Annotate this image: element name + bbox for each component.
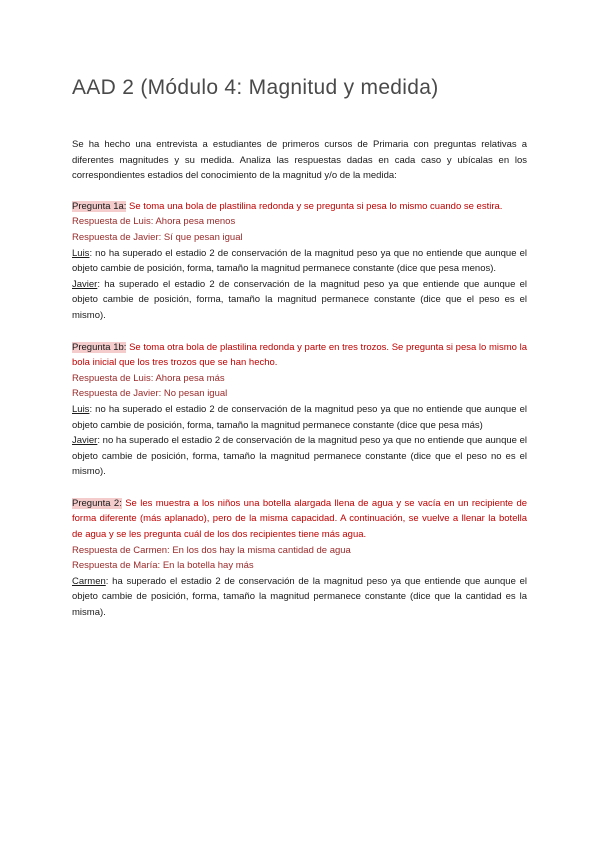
question-colon: : bbox=[123, 200, 127, 212]
student-name: Javier bbox=[72, 278, 98, 290]
answer-line: Respuesta de Carmen: En los dos hay la misma cantidad de agua bbox=[72, 544, 351, 556]
question-colon: : bbox=[123, 341, 127, 353]
analysis-paragraph bbox=[72, 574, 527, 621]
answer-line: Respuesta de María: En la botella hay más bbox=[72, 560, 254, 572]
question-text: Se toma una bola de plastilina redonda y se pregunta si pesa lo mismo cuando se estira. bbox=[126, 200, 503, 212]
document-title: AAD 2 (Módulo 4: Magnitud y medida) bbox=[72, 76, 439, 99]
question-text: Se les muestra a los niños una botella alargada llena de agua y se vacía en un recipiente de forma diferente (más aplanado), pero de la misma capacidad. A continuación, se vuelve a llenar la botella de agua y se les pregunta cuál de los dos recipientes tiene más agua. bbox=[72, 497, 528, 541]
answer-line: Respuesta de Javier: No pesan igual bbox=[72, 388, 228, 400]
answer-line: Respuesta de Luis: Ahora pesa menos bbox=[72, 216, 236, 228]
question-paragraph bbox=[72, 340, 527, 371]
section-spacer bbox=[72, 324, 527, 340]
analysis-text: : no ha superado el estadio 2 de conservación de la magnitud peso ya que no entiende que aunque el objeto cambie de posición, forma, tamaño la magnitud permanece constante (dice que pesa más) bbox=[72, 403, 527, 431]
section-pregunta-1a bbox=[72, 199, 527, 324]
question-label: Pregunta 2 bbox=[72, 497, 120, 509]
analysis-paragraph bbox=[72, 402, 527, 433]
analysis-text: : ha superado el estadio 2 de conservación de la magnitud peso ya que entiende que aunque el objeto cambie de posición, forma, tamaño la magnitud permanece constante (dice que la cantidad es la misma). bbox=[72, 575, 527, 619]
question-paragraph bbox=[72, 199, 527, 215]
question-colon: : bbox=[119, 497, 122, 509]
analysis-text: : no ha superado el estadio 2 de conservación de la magnitud peso ya que no entiende que aunque el objeto cambie de posición, forma, tamaño la magnitud permanece constante (dice que pesa menos). bbox=[72, 247, 527, 275]
section-spacer bbox=[72, 480, 527, 496]
student-name: Javier bbox=[72, 435, 98, 447]
question-label: Pregunta 1b bbox=[72, 341, 124, 353]
document-body bbox=[72, 137, 527, 621]
analysis-paragraph bbox=[72, 246, 527, 277]
analysis-paragraph bbox=[72, 277, 527, 324]
student-name: Carmen bbox=[72, 575, 106, 587]
student-name: Luis bbox=[72, 403, 90, 415]
analysis-text: : no ha superado el estadio 2 de conservación de la magnitud peso ya que no entiende que aunque el objeto cambie de posición, forma, tamaño la magnitud permanece constante (dice que el peso no es el mismo). bbox=[72, 435, 527, 478]
intro-paragraph: Se ha hecho una entrevista a estudiantes de primeros cursos de Primaria con preguntas relativas a diferentes magnitudes y su medida. Analiza las respuestas dadas en cada caso y ubícalas en los correspondientes estadios del conocimiento de la magnitud y/o de la medida: bbox=[72, 139, 527, 182]
section-pregunta-2 bbox=[72, 496, 527, 621]
answer-line: Respuesta de Luis: Ahora pesa más bbox=[72, 372, 225, 384]
analysis-paragraph bbox=[72, 433, 527, 480]
question-text: Se toma otra bola de plastilina redonda y parte en tres trozos. Se pregunta si pesa lo mismo la bola inicial que los tres trozos que se han hecho. bbox=[72, 341, 527, 369]
question-label: Pregunta 1a bbox=[72, 200, 124, 212]
analysis-text: : ha superado el estadio 2 de conservación de la magnitud peso ya que entiende que aunque el objeto cambie de posición, forma, tamaño la magnitud permanece constante (dice que el peso es el mismo). bbox=[72, 278, 527, 321]
question-paragraph bbox=[72, 496, 527, 543]
answer-line: Respuesta de Javier: Sí que pesan igual bbox=[72, 231, 243, 243]
student-name: Luis bbox=[72, 247, 90, 259]
section-pregunta-1b bbox=[72, 340, 527, 480]
